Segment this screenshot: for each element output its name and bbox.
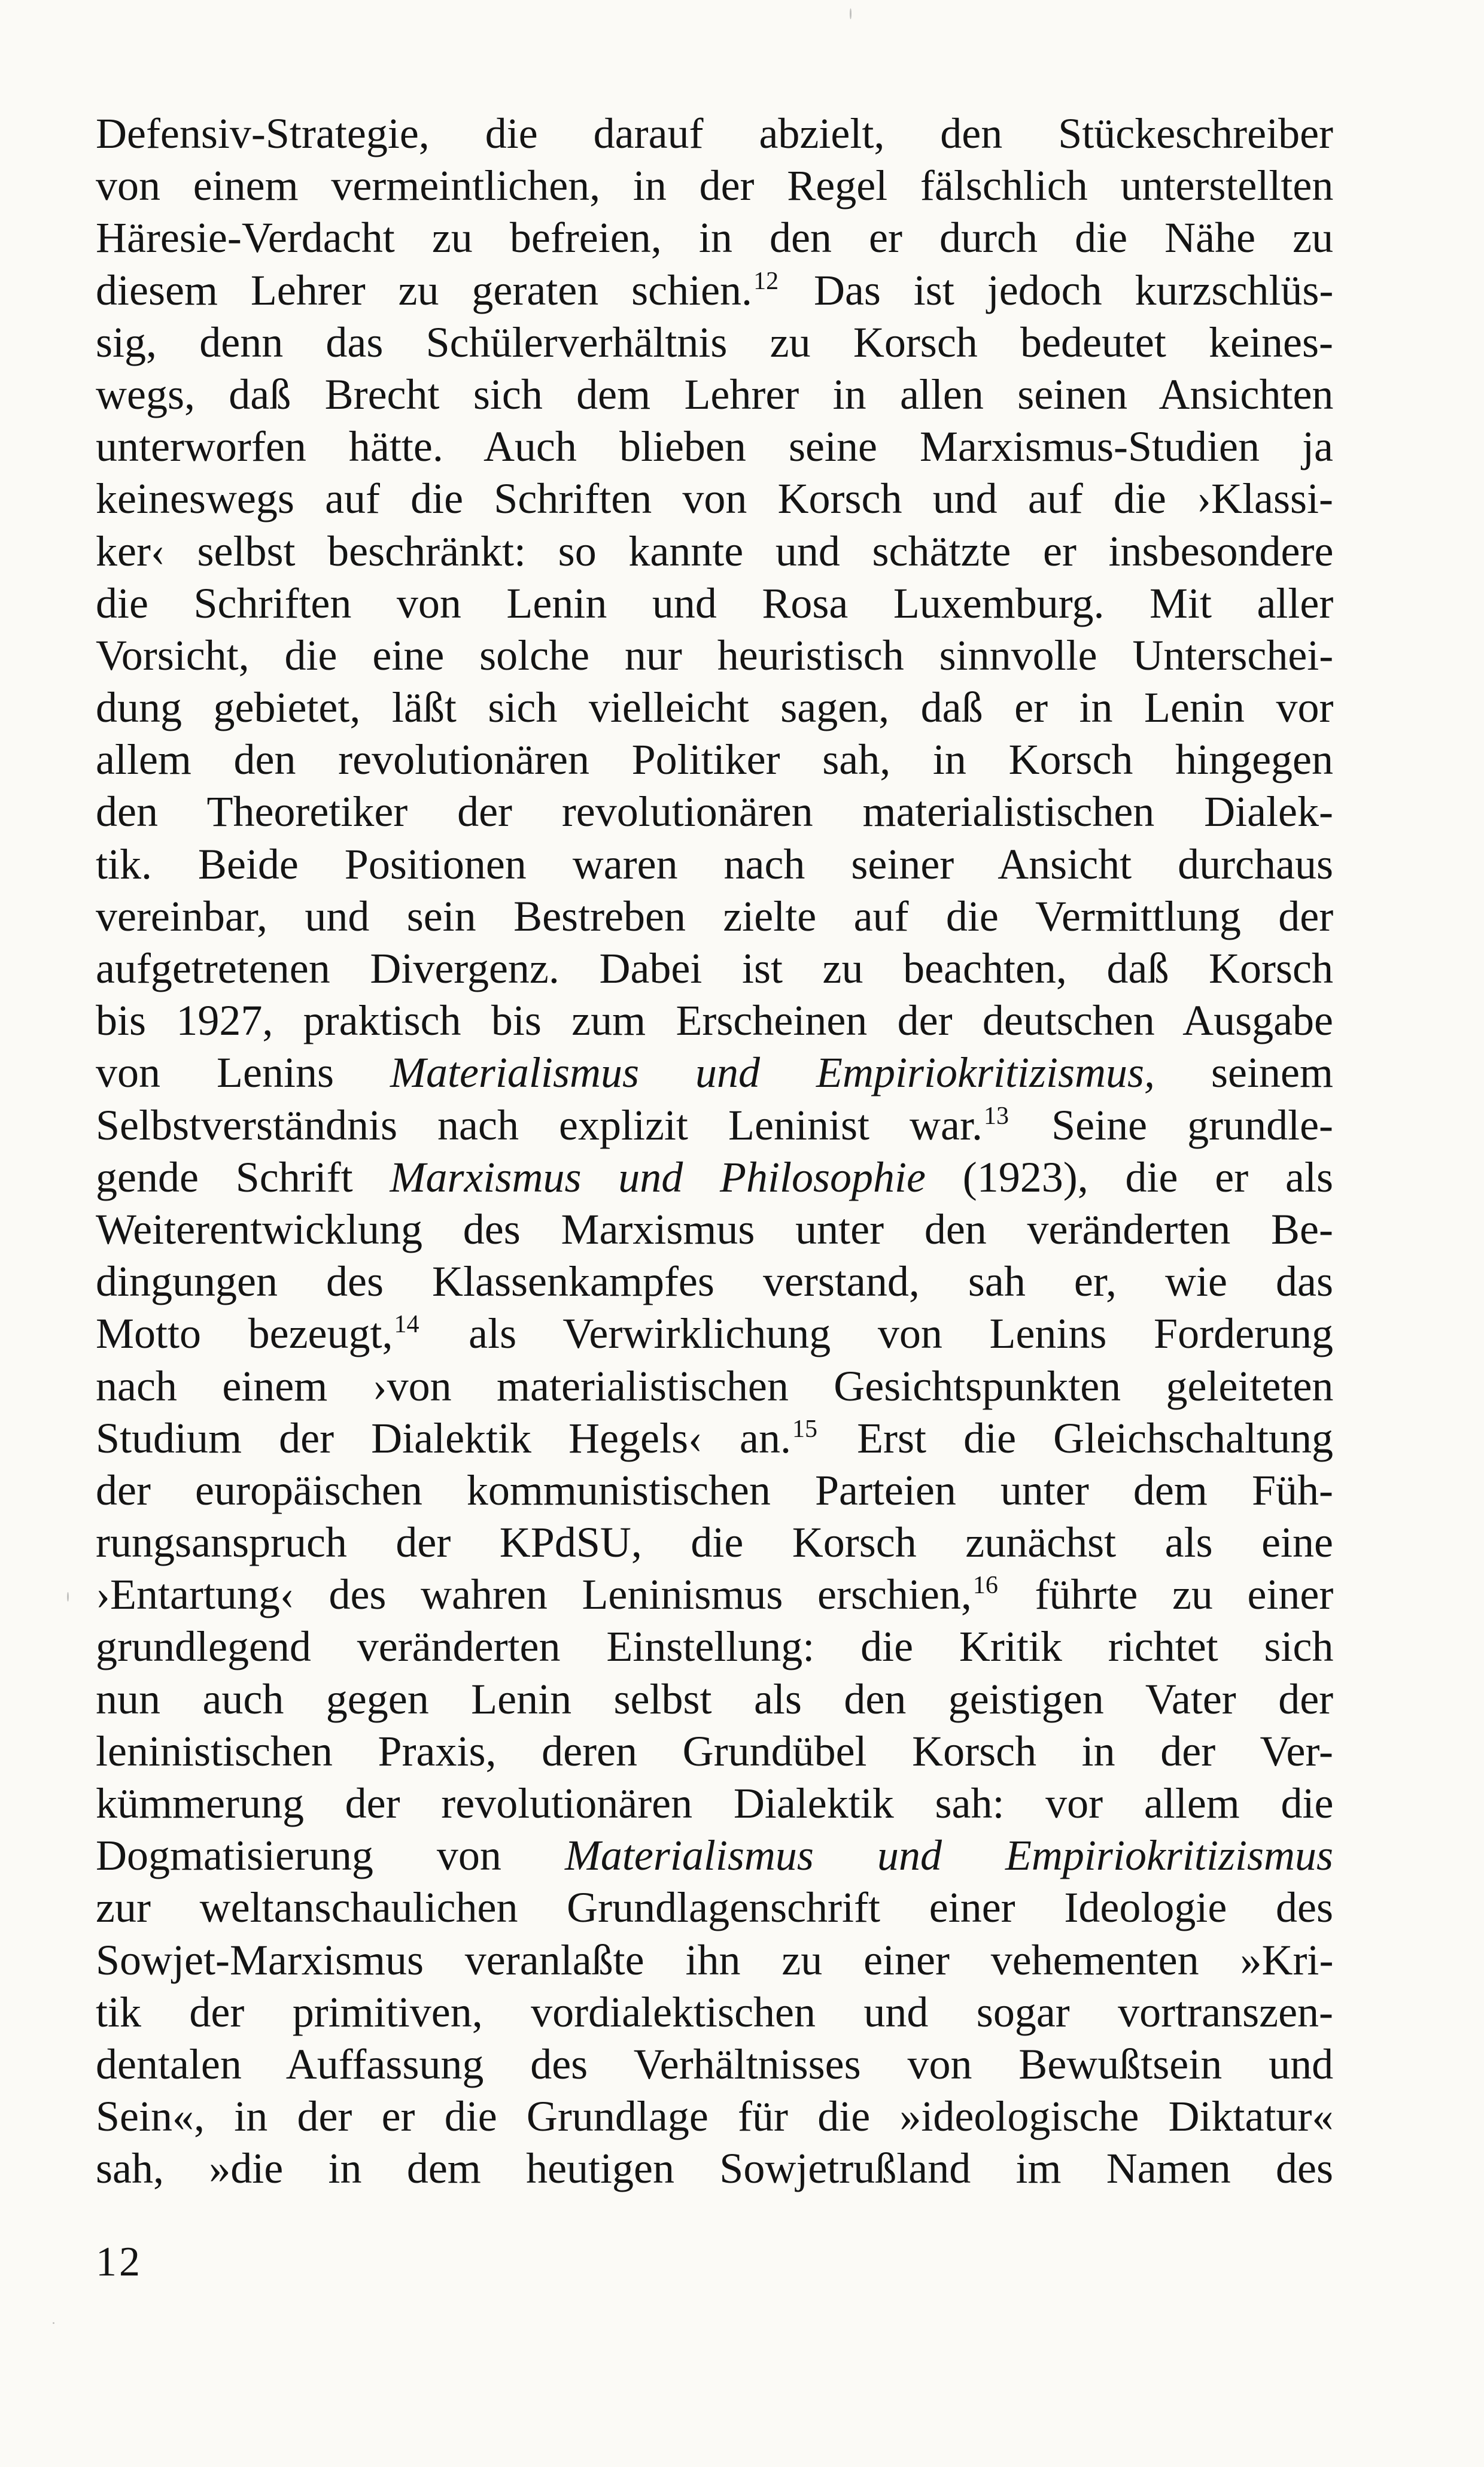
footnote-ref: 14 (394, 1311, 419, 1339)
text-run: Studium der Dialektik Hegels‹ an. (96, 1414, 792, 1462)
scan-speck (67, 1592, 69, 1602)
italic-title: Materialismus und Empiriokritizismus, (390, 1049, 1155, 1097)
text-line (96, 1830, 1333, 1882)
text-line (96, 943, 1333, 995)
text-line (96, 369, 1333, 421)
text-run: Sein«, in der er die Grundlage für die »ideologische Diktatur« (96, 2092, 1334, 2141)
text-line (96, 1099, 1333, 1152)
text-line (96, 421, 1333, 473)
text-run: Das ist jedoch kurzschlüs- (781, 266, 1334, 314)
text-line (96, 1517, 1333, 1569)
text-line (96, 682, 1333, 734)
text-run: kümmerung der revolutionären Dialektik sah: vor allem die (96, 1779, 1334, 1827)
text-run: von einem vermeintlichen, in der Regel fälschlich unterstellten (96, 162, 1334, 210)
text-run: dung gebietet, läßt sich vielleicht sagen, daß er in Lenin vor (96, 683, 1334, 732)
text-line (96, 630, 1333, 682)
text-run: Vorsicht, die eine solche nur heuristisch sinnvolle Unterschei- (96, 631, 1334, 679)
text-run: dingungen des Klassenkampfes verstand, sah er, wie das (96, 1257, 1333, 1306)
text-line (96, 1047, 1333, 1099)
text-line (96, 2143, 1333, 2195)
text-run: diesem Lehrer zu geraten schien. (96, 266, 753, 314)
text-line (96, 1725, 1333, 1778)
text-run: seinem (1155, 1049, 1333, 1097)
footnote-ref: 16 (972, 1572, 998, 1600)
text-run: tik. Beide Positionen waren nach seiner Ansicht durchaus (96, 840, 1333, 888)
text-run: zur weltanschaulichen Grundlagenschrift einer Ideologie des (96, 1883, 1333, 1932)
scan-speck (53, 2322, 54, 2324)
text-line (96, 265, 1333, 317)
text-run: keineswegs auf die Schriften von Korsch und auf die ›Klassi- (96, 475, 1333, 523)
body-text (96, 108, 1333, 2195)
text-line (96, 317, 1333, 369)
text-line (96, 160, 1333, 212)
text-line (96, 2091, 1333, 2143)
text-run: führte zu einer (1000, 1570, 1334, 1619)
scan-speck (850, 8, 852, 19)
text-line (96, 1465, 1333, 1517)
text-run: Defensiv-Strategie, die darauf abzielt, den Stückeschreiber (96, 110, 1333, 157)
text-line (96, 212, 1333, 264)
text-run: rungsanspruch der KPdSU, die Korsch zunächst als eine (96, 1518, 1333, 1567)
text-line (96, 734, 1333, 786)
text-run: ker‹ selbst beschränkt: so kannte und schätzte er insbesondere (96, 527, 1334, 575)
text-run: unterworfen hätte. Auch blieben seine Marxismus-Studien ja (96, 423, 1333, 471)
text-line (96, 891, 1333, 943)
text-line (96, 1569, 1333, 1621)
text-run: Sowjet-Marxismus veranlaßte ihn zu einer vehementen »Kri- (96, 1936, 1334, 1984)
text-run: nun auch gegen Lenin selbst als den geistigen Vater der (96, 1675, 1334, 1723)
text-run: als Verwirklichung von Lenins Forderung (421, 1310, 1334, 1358)
text-run: den Theoretiker der revolutionären materialistischen Dialek- (96, 788, 1333, 836)
text-run: aufgetretenen Divergenz. Dabei ist zu beachten, daß Korsch (96, 944, 1333, 992)
footnote-ref: 15 (792, 1415, 818, 1443)
italic-title: Materialismus und Empiriokritizismus (564, 1831, 1333, 1880)
text-run: dentalen Auffassung des Verhältnisses von Bewußtsein und (96, 2040, 1334, 2088)
text-run: Weiterentwicklung des Marxismus unter den veränderten Be- (96, 1205, 1333, 1253)
text-run: (1923), die er als (926, 1153, 1334, 1201)
text-run: gende Schrift (96, 1153, 390, 1201)
text-run: Häresie-Verdacht zu befreien, in den er durch die Nähe zu (96, 214, 1334, 262)
text-line (96, 1308, 1333, 1360)
text-run: der europäischen kommunistischen Parteien unter dem Füh- (96, 1466, 1333, 1514)
text-run: ›Entartung‹ des wahren Leninismus erschien, (96, 1570, 972, 1619)
text-line (96, 1621, 1333, 1673)
text-line (96, 578, 1333, 630)
text-line (96, 838, 1333, 891)
text-run: vereinbar, und sein Bestreben zielte auf die Vermittlung der (96, 892, 1334, 940)
text-line (96, 525, 1333, 578)
text-line (96, 1882, 1333, 1934)
footnote-ref: 12 (753, 267, 779, 295)
text-line (96, 1412, 1333, 1465)
text-run: tik der primitiven, vordialektischen und sogar vortranszen- (96, 1988, 1333, 2036)
text-run: Seine grundle- (1011, 1101, 1334, 1149)
italic-title: Marxismus und Philosophie (390, 1153, 926, 1201)
text-line (96, 2038, 1333, 2091)
text-line (96, 1204, 1333, 1256)
text-run: Erst die Gleichschaltung (820, 1414, 1333, 1462)
text-line (96, 1986, 1333, 2038)
text-line (96, 1934, 1333, 1986)
text-run: von Lenins (96, 1049, 390, 1097)
text-line (96, 1360, 1333, 1412)
text-run: Selbstverständnis nach explizit Leninist war. (96, 1101, 983, 1149)
text-line (96, 1152, 1333, 1204)
text-run: sah, »die in dem heutigen Sowjetrußland im Namen des (96, 2144, 1333, 2193)
text-run: sig, denn das Schülerverhältnis zu Korsch bedeutet keines- (96, 318, 1333, 366)
footnote-ref: 13 (984, 1102, 1009, 1130)
text-run: leninistischen Praxis, deren Grundübel Korsch in der Ver- (96, 1727, 1333, 1775)
text-run: nach einem ›von materialistischen Gesichtspunkten geleiteten (96, 1362, 1334, 1410)
text-line (96, 473, 1333, 525)
page-number: 12 (96, 2239, 142, 2285)
text-run: allem den revolutionären Politiker sah, in Korsch hingegen (96, 736, 1333, 784)
text-run: Motto bezeugt, (96, 1310, 393, 1358)
text-line (96, 995, 1333, 1047)
text-run: wegs, daß Brecht sich dem Lehrer in allen seinen Ansichten (96, 370, 1334, 418)
text-run: bis 1927, praktisch bis zum Erscheinen der deutschen Ausgabe (96, 996, 1333, 1045)
text-run: die Schriften von Lenin und Rosa Luxemburg. Mit aller (96, 579, 1334, 627)
text-line (96, 1673, 1333, 1725)
text-run: grundlegend veränderten Einstellung: die Kritik richtet sich (96, 1623, 1334, 1671)
text-line (96, 1256, 1333, 1308)
text-line (96, 108, 1333, 160)
text-line (96, 786, 1333, 838)
text-run: Dogmatisierung von (96, 1831, 565, 1880)
text-line (96, 1778, 1333, 1830)
